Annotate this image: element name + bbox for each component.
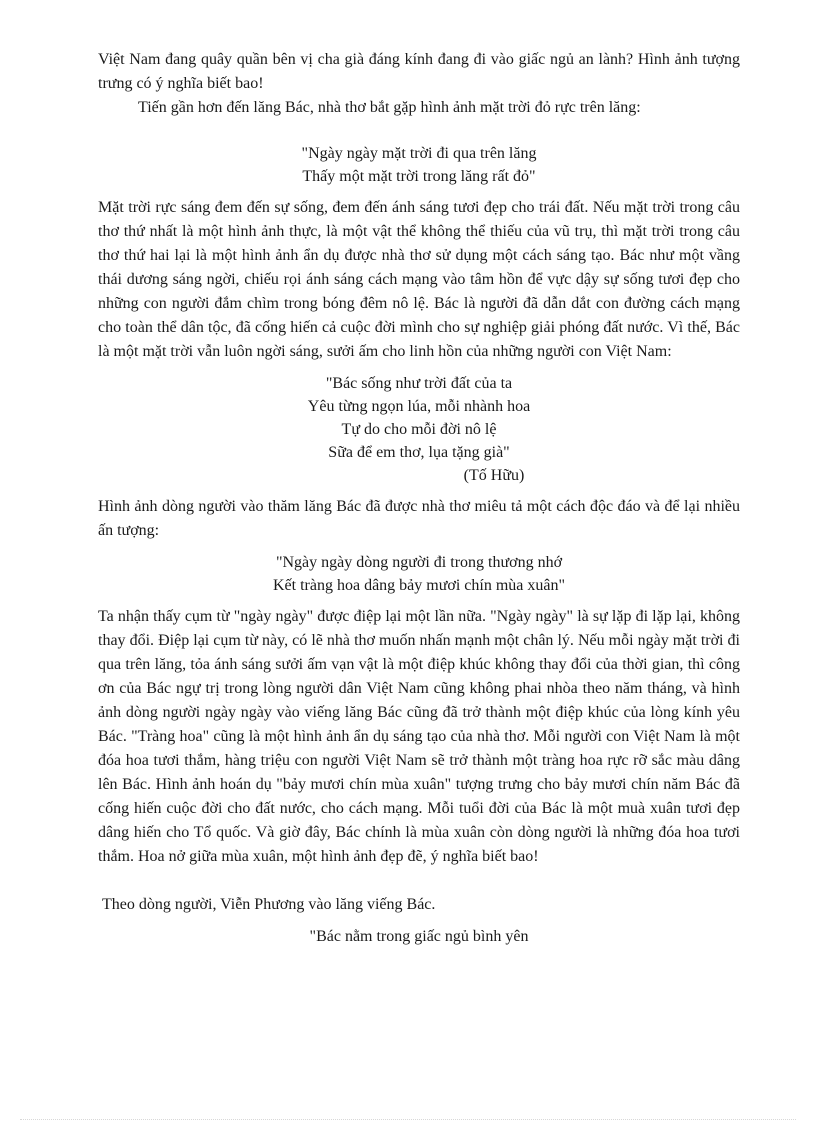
document-page — [98, 48, 740, 948]
poem-line: "Bác nằm trong giấc ngủ bình yên — [309, 928, 529, 945]
poem-line: "Ngày ngày dòng người đi trong thương nhớ — [275, 554, 563, 571]
poem-line: Tự do cho mỗi đời nô lệ — [341, 421, 497, 438]
paragraph-approach: Tiến gần hơn đến lăng Bác, nhà thơ bắt gặp hình ảnh mặt trời đỏ rực trên lăng: — [138, 99, 641, 116]
poem-crowd — [98, 551, 740, 597]
poem-author: (Tố Hữu) — [463, 467, 525, 484]
paragraph-intro: Việt Nam đang quây quần bên vị cha già đáng kính đang đi vào giấc ngủ an lành? Hình ảnh tượng trưng có ý nghĩa biết bao! — [98, 51, 740, 92]
poem-line: Sữa để em thơ, lụa tặng già" — [328, 444, 510, 461]
paragraph-crowd-analysis: Ta nhận thấy cụm từ "ngày ngày" được điệp lại một lần nữa. "Ngày ngày" là sự lặp đi lặp lại, không thay đổi. Điệp lại cụm từ này, có lẽ nhà thơ muốn nhấn mạnh một chân lý. Nếu mỗi ngày mặt trời đi qua trên lăng, tỏa ánh sáng sưởi ấm vạn vật là một điệp khúc không thay đổi của thời gian, thì công ơn của Bác ngự trị trong lòng người dân Việt Nam cũng không phai nhòa theo năm tháng, và hình ảnh dòng người ngày ngày vào viếng lăng Bác cũng đã trở thành một điệp khúc của lòng kính yêu Bác. "Tràng hoa" cũng là một hình ảnh ẩn dụ sáng tạo của nhà thơ. Mỗi người con Việt Nam là một đóa hoa tươi thắm, hàng triệu con người Việt Nam sẽ trở thành một tràng hoa rực rỡ sắc màu dâng lên Bác. Hình ảnh hoán dụ "bảy mươi chín mùa xuân" tượng trưng cho bảy mươi chín năm Bác đã cống hiến cuộc đời cho đất nước, cho cách mạng. Mỗi tuổi đời của Bác là một muà xuân tươi đẹp dâng hiến cho Tổ quốc. Và giờ đây, Bác chính là mùa xuân còn dòng người là những đóa hoa tươi thắm. Hoa nở giữa mùa xuân, một hình ảnh đẹp đẽ, ý nghĩa biết bao! — [98, 608, 740, 865]
poem-to-huu — [98, 372, 740, 487]
paragraph-sun-analysis: Mặt trời rực sáng đem đến sự sống, đem đến ánh sáng tươi đẹp cho trái đất. Nếu mặt trời trong câu thơ thứ nhất là một hình ảnh thực, là một vật thể không thể thiếu của vũ trụ, thì mặt trời trong câu thơ thứ hai lại là một hình ảnh ẩn dụ được nhà thơ sử dụng một cách sáng tạo. Bác như một vầng thái dương sáng ngời, chiếu rọi ánh sáng cách mạng vào tâm hồn để vực dậy sự sống tươi đẹp cho những con người đắm chìm trong bóng đêm nô lệ. Bác là người đã dẫn dắt con đường cách mạng cho toàn thể dân tộc, đã cống hiến cả cuộc đời mình cho sự nghiệp giải phóng đất nước. Vì thế, Bác là một mặt trời vẫn luôn ngời sáng, sưởi ấm cho linh hồn của những người con Việt Nam: — [98, 199, 740, 360]
poem-line: Thấy một mặt trời trong lăng rất đỏ" — [302, 168, 536, 185]
page-bottom-divider — [20, 1119, 796, 1120]
poem-sun — [98, 142, 740, 188]
poem-line: Kết tràng hoa dâng bảy mươi chín mùa xuân" — [272, 577, 566, 594]
paragraph-crowd: Hình ảnh dòng người vào thăm lăng Bác đã được nhà thơ miêu tả một cách độc đáo và để lại nhiều ấn tượng: — [98, 498, 740, 539]
poem-line: "Ngày ngày mặt trời đi qua trên lăng — [301, 145, 537, 162]
poem-sleep — [98, 925, 740, 948]
paragraph-visit: Theo dòng người, Viễn Phương vào lăng viếng Bác. — [102, 896, 436, 913]
poem-line: "Bác sống như trời đất của ta — [325, 375, 513, 392]
poem-line: Yêu từng ngọn lúa, mỗi nhành hoa — [307, 398, 531, 415]
